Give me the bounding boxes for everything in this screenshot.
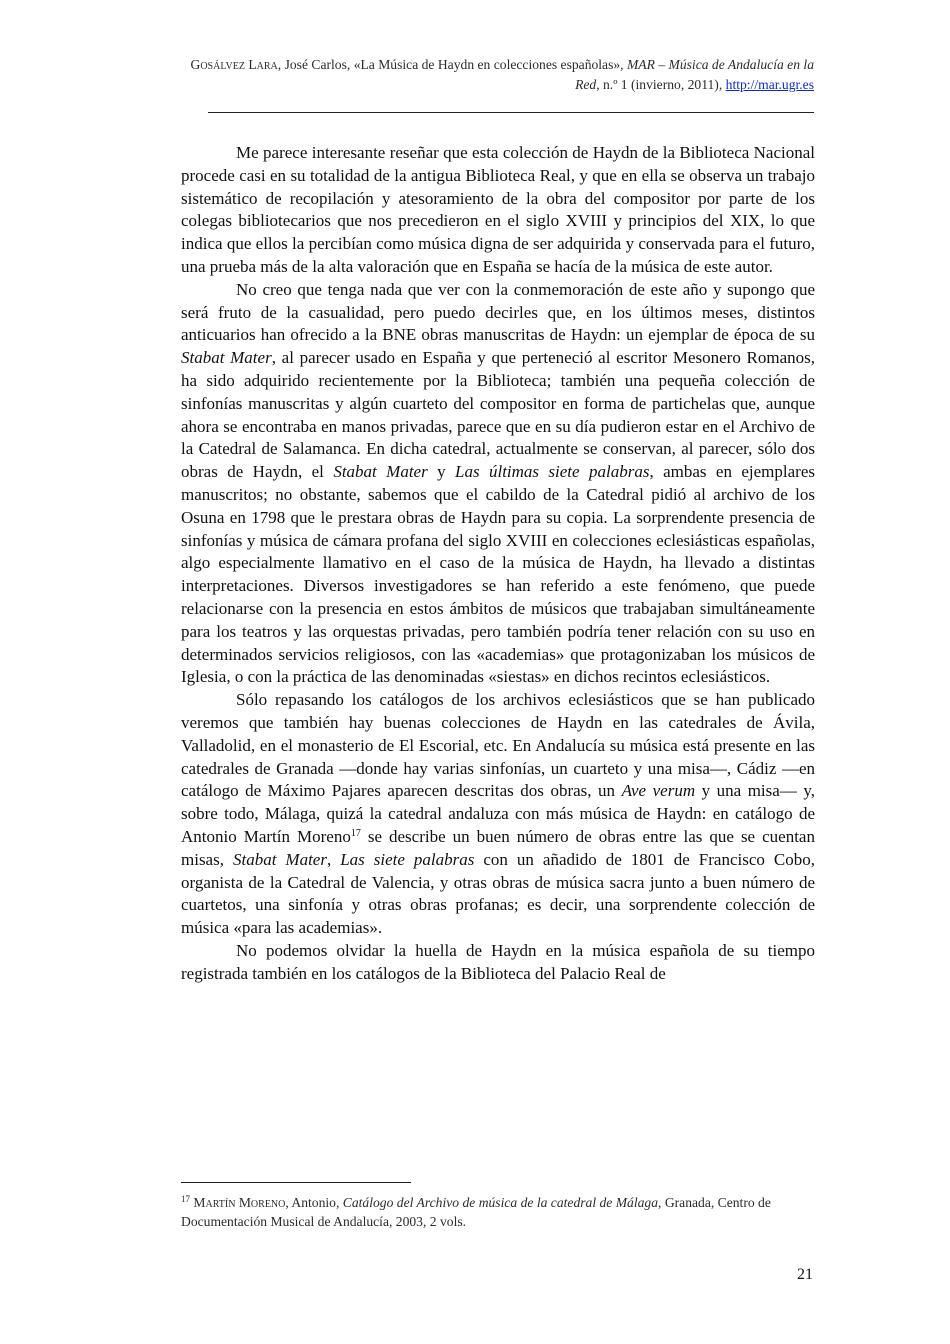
- italic-title: Las siete palabras: [340, 849, 475, 869]
- footnote-divider: [181, 1182, 411, 1183]
- header-url-link[interactable]: http://mar.ugr.es: [725, 77, 814, 92]
- paragraph-3: [181, 689, 815, 940]
- paragraph-2-text: No creo que tenga nada que ver con la conmemoración de este año y supongo que será fruto de la casualidad, pero puedo decirles que, en los últimos meses, distintos anticuarios han ofrecido a la BNE obras manuscritas de Haydn: un ejemplar de época de su: [181, 279, 815, 345]
- page-number: 21: [797, 1266, 813, 1283]
- paragraph-3-text: se describe un buen número de obras entre las que se cuentan misas,: [181, 826, 815, 869]
- footnote-author: Martín Moreno: [193, 1195, 286, 1210]
- paragraph-3-text: con un añadido de 1801 de Francisco Cobo, organista de la Catedral de Valencia, y otras obras de música sacra junto a buen número de cuartetos, una sinfonía y otras obras profanas; es decir, una sorprendente colección de música «para las academias».: [181, 849, 815, 938]
- italic-title: Stabat Mater: [181, 348, 272, 368]
- running-header: [174, 55, 814, 95]
- italic-title: Stabat Mater: [333, 462, 428, 482]
- header-citation: , José Carlos, «La Música de Haydn en colecciones españolas»,: [277, 57, 627, 72]
- paragraph-2: [181, 279, 815, 689]
- paragraph-2-text: y: [427, 462, 455, 482]
- header-issue: , n.º 1 (invierno, 2011),: [596, 77, 726, 92]
- paragraph-2-text: , ambas en ejemplares manuscritos; no obstante, sabemos que el cabildo de la Catedral pidió al archivo de los Osuna en 1798 que le prestara obras de Haydn para su copia. La sorprendente presencia de sinfonías y música de cámara profana del siglo XVIII en colecciones eclesiásticas españolas, algo especialmente llamativo en el caso de la música de Haydn, ha llevado a distintas interpretaciones. Diversos investigadores se han referido a este fenómeno, que puede relacionarse con la presencia en estos ámbitos de músicos que trabajaban simultáneamente para los teatros y las orquestas privadas, pero también podría tener relación con su uso en determinados servicios religiosos, con las «academias» que protagonizaban los músicos de Iglesia, o con la práctica de las denominadas «siestas» en dichos recintos eclesiásticos.: [181, 462, 815, 687]
- footnote-text: , Antonio,: [285, 1195, 343, 1210]
- body-text: [181, 142, 815, 985]
- italic-title: Las últimas siete palabras: [455, 462, 650, 482]
- footnote-number: 17: [181, 1194, 190, 1204]
- paragraph-4: No podemos olvidar la huella de Haydn en la música española de su tiempo registrada también en los catálogos de la Biblioteca del Palacio Real de: [181, 940, 815, 983]
- header-journal: MAR – Música de Andalucía en la Red: [575, 57, 814, 92]
- header-author: Gosálvez Lara: [190, 57, 278, 72]
- footnote-title: Catálogo del Archivo de música de la catedral de Málaga: [342, 1195, 659, 1210]
- paragraph-3-text: Sólo repasando los catálogos de los archivos eclesiásticos que se han publicado veremos que también hay buenas colecciones de Haydn en las catedrales de Ávila, Valladolid, en el monasterio de El Escorial, etc. En Andalucía su música está presente en las catedrales de Granada —donde hay varias sinfonías, un cuarteto y una misa—, Cádiz —en catálogo de Máximo Pajares aparecen descritas dos obras, un: [181, 690, 815, 801]
- paragraph-2-text: , al parecer usado en España y que perteneció al escritor Mesonero Romanos, ha sido adquirido recientemente por la Biblioteca; también una pequeña colección de sinfonías manuscritas y algún cuarteto del compositor en forma de partichelas que, aunque ahora se encontraba en manos privadas, parece que en su día pudieron estar en el Archivo de la Catedral de Salamanca. En dicha catedral, actualmente se conservan, al parecer, sólo dos obras de Haydn, el: [181, 348, 815, 482]
- paragraph-3-text: ,: [326, 849, 341, 869]
- footnote: [181, 1193, 815, 1231]
- italic-title: Stabat Mater: [232, 849, 327, 869]
- italic-title: Ave verum: [621, 781, 696, 801]
- header-divider: [208, 112, 814, 113]
- footnote-text: , Granada, Centro de Documentación Musical de Andalucía, 2003, 2 vols.: [181, 1195, 771, 1229]
- paragraph-3-text: y una misa— y, sobre todo, Málaga, quizá la catedral andaluza con más música de Haydn: en catálogo de Antonio Martín Moreno: [181, 781, 815, 846]
- paragraph-1: Me parece interesante reseñar que esta colección de Haydn de la Biblioteca Nacional procede casi en su totalidad de la antigua Biblioteca Real, y que en ella se observa un trabajo sistemático de recopilación y atesoramiento de la obra del compositor por parte de los colegas bibliotecarios que nos precedieron en el siglo XVIII y principios del XIX, lo que indica que ellos la percibían como música digna de ser adquirida y conservada para el futuro, una prueba más de la alta valoración que en España se hacía de la música de este autor.: [181, 143, 815, 276]
- footnote-reference[interactable]: 17: [350, 827, 361, 839]
